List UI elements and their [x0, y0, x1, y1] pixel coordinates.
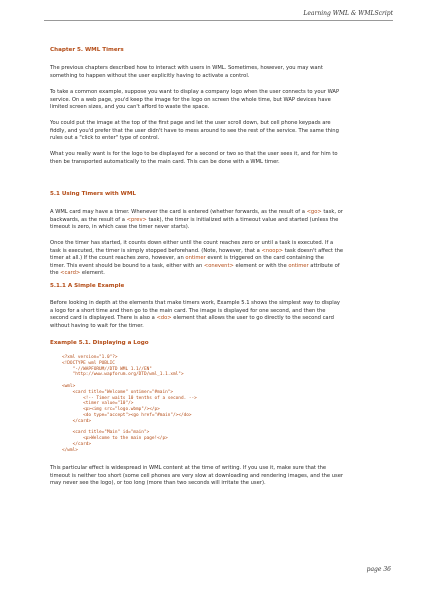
- code-line: <timer value="10"/>: [62, 401, 134, 407]
- code-line: <p><img src="logo.wbmp"/></p>: [62, 407, 160, 413]
- code-line: <?xml version="1.0"?>: [62, 355, 118, 360]
- text-line: [50, 217, 380, 225]
- code-line: </card>: [62, 441, 92, 447]
- section-title-5-1-1: 5.1.1 A Simple Example: [50, 283, 125, 289]
- text-line: something to happen without the user explicitly having to activate a control.: [50, 72, 250, 79]
- section-5-1-paragraph-2: [50, 240, 380, 278]
- text-line: a logo for a short time and then go to the main card. The image is displayed for one second, and then the: [50, 307, 326, 314]
- text-run: task, or: [321, 209, 343, 215]
- intro-paragraph-4: [50, 151, 380, 166]
- closing-paragraph: [50, 465, 380, 488]
- text-line: timeout is zero, in which case the timer never starts).: [50, 224, 190, 231]
- code-line: <do type="accept"><go href="#main"/></do>: [62, 412, 192, 418]
- text-line: fiddly, and you'd prefer that the user didn't have to mess around to see the rest of the service. The same thing: [50, 127, 339, 134]
- text-line: may never see the logo), or too long (more than two seconds will irritate the user).: [50, 480, 266, 487]
- intro-paragraph-3: [50, 120, 380, 143]
- code-line: <p>Welcome to the main page!</p>: [62, 436, 168, 442]
- code-line: </wml>: [62, 447, 78, 453]
- code-listing: [62, 355, 197, 454]
- text-run: task is executed, the timer is simply stopped beforehand. (Note, however, that a: [50, 247, 262, 254]
- text-run: second card is displayed. There is also a: [50, 315, 157, 322]
- code-line: <!-- Timer waits 10 tenths of a second. -->: [62, 395, 197, 401]
- text-run: task doesn't affect the: [283, 247, 344, 254]
- code-line: "-//WAPFORUM//DTD WML 1.1//EN": [62, 366, 152, 372]
- code-go: <go>: [306, 209, 322, 215]
- text-line: then be transported automatically to the main card. This can be done with a WML timer.: [50, 158, 280, 165]
- text-line: To take a common example, suppose you want to display a company logo when the user connects to your WAP: [50, 89, 340, 95]
- text-run: timer at all.) If the count reaches zero, however, an: [50, 255, 186, 262]
- text-run: task), the timer is initialized with a timeout value and started (unless the: [146, 216, 339, 223]
- text-line: The previous chapters described how to interact with users in WML. Sometimes, however, you may want: [50, 65, 323, 71]
- text-line: service. On a web page, you'd keep the image for the logo on screen the whole time, but WAP devices have: [50, 96, 331, 103]
- code-line: "http://www.wapforum.org/DTD/wml_1.1.xml">: [62, 372, 184, 378]
- intro-paragraph-2: [50, 89, 380, 112]
- text-line: without having to wait for the timer.: [50, 322, 144, 329]
- text-line: Before looking in depth at the elements that make timers work, Example 5.1 shows the simplest way to display: [50, 300, 340, 306]
- code-line: <!DOCTYPE wml PUBLIC: [62, 360, 115, 366]
- text-line: [50, 270, 380, 278]
- code-prev: <prev>: [126, 216, 147, 223]
- code-ontimer-attr: ontimer: [288, 262, 309, 269]
- text-run: timer. This event should be bound to a task, either with an: [50, 262, 204, 269]
- text-run: element that allows the user to go directly to the second card: [171, 315, 334, 322]
- code-do: <do>: [156, 315, 172, 322]
- text-run: element or with the: [233, 262, 289, 269]
- text-line: rules out a "click to enter" type of control.: [50, 135, 160, 142]
- section-5-1-1-paragraph: [50, 300, 380, 330]
- text-line: limited screen sizes, and you can't afford to waste the space.: [50, 104, 210, 111]
- chapter-title: Chapter 5. WML Timers: [50, 47, 124, 53]
- text-line: You could put the image at the top of the first page and let the user scroll down, but cell phone keypads are: [50, 120, 331, 126]
- intro-paragraph-1: [50, 65, 380, 80]
- text-line: timeout is neither too short (some cell phones are very slow at downloading and rendering images, and the user: [50, 472, 344, 479]
- text-run: backwards, as the result of a: [50, 216, 127, 223]
- text-line: What you really want is for the logo to be displayed for a second or two so that the user sees it, and for him to: [50, 151, 338, 157]
- text-run: event is triggered on the card containing the: [205, 255, 324, 262]
- section-5-1-paragraph-1: [50, 209, 380, 232]
- text-line: This particular effect is widespread in WML content at the time of writing. If you use it, make sure that the: [50, 465, 327, 471]
- section-title-5-1: 5.1 Using Timers with WML: [50, 191, 136, 197]
- code-card: <card>: [60, 270, 81, 277]
- text-line: [50, 255, 380, 263]
- text-line: [50, 263, 380, 271]
- code-onevent: <onevent>: [203, 262, 234, 269]
- text-run: the: [50, 270, 61, 277]
- text-run: attribute of: [308, 262, 340, 269]
- example-title: Example 5.1. Displaying a Logo: [50, 340, 149, 346]
- running-header: Learning WML & WMLScript: [303, 10, 393, 17]
- code-line: <wml>: [62, 383, 76, 389]
- page-number: page 36: [366, 566, 391, 573]
- code-line: </card>: [62, 418, 92, 424]
- text-run: element.: [80, 270, 105, 277]
- code-line: <card title="Welcome" ontimer="#main">: [62, 389, 174, 395]
- text-line: [50, 315, 380, 323]
- text-run: A WML card may have a timer. Whenever the card is entered (whether forwards, as the result of a: [50, 209, 307, 215]
- code-line: <card title="Main" id="main">: [62, 430, 150, 436]
- code-ontimer: ontimer: [185, 255, 206, 262]
- code-noop: <noop>: [261, 247, 284, 254]
- text-line: [50, 248, 380, 256]
- text-line: [50, 209, 380, 217]
- header-rule: [44, 20, 393, 21]
- text-line: Once the timer has started, it counts down either until the count reaches zero or until a task is executed. If a: [50, 240, 334, 246]
